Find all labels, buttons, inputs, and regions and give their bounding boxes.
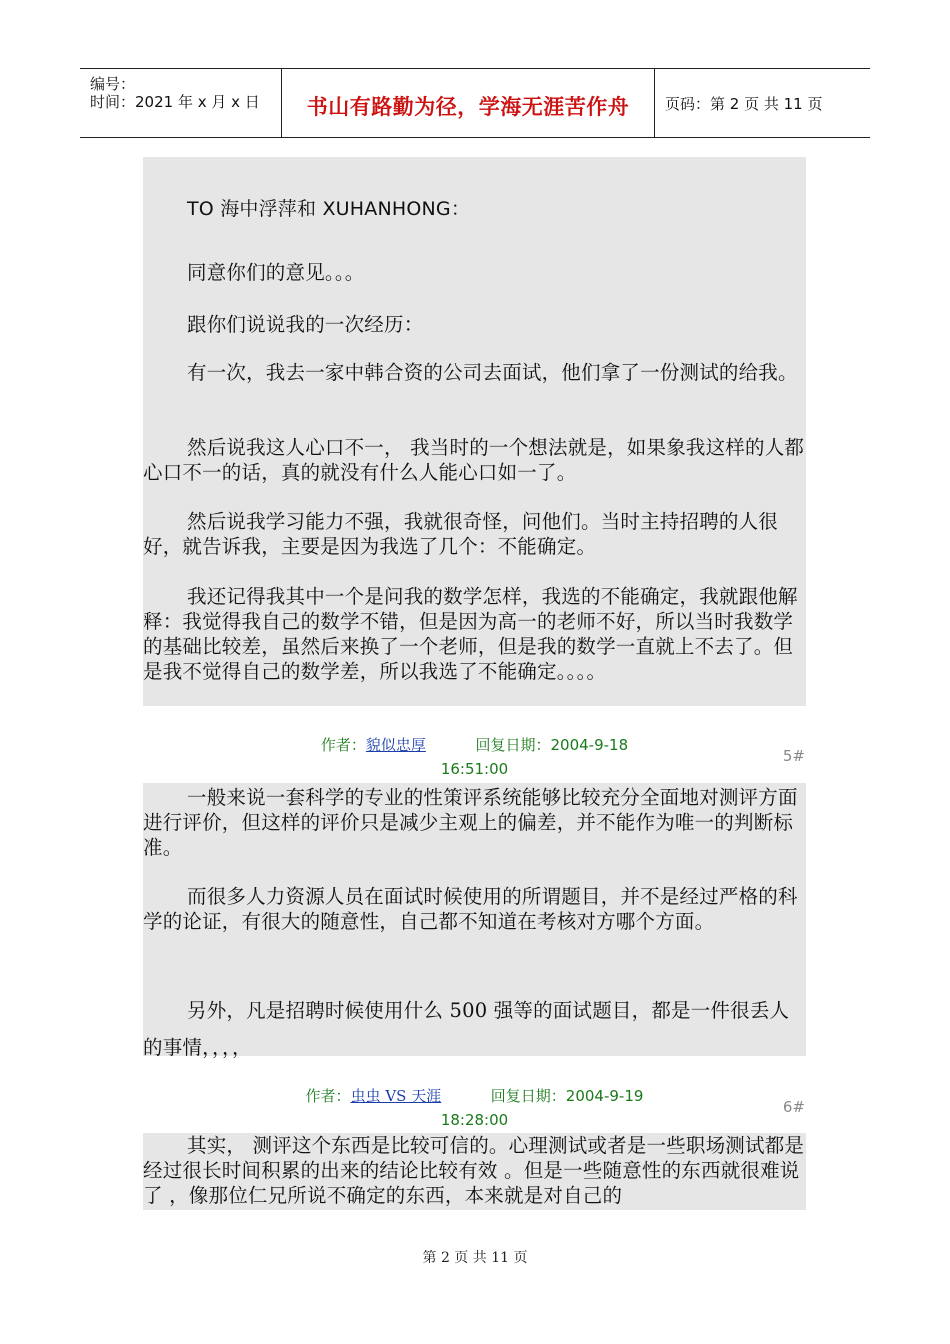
reply-meta [143, 733, 806, 781]
post-greeting: TO 海中浮萍和 XUHANHONG： [187, 198, 471, 220]
author-label: 作者： [320, 736, 366, 754]
paragraph: 而很多人力资源人员在面试时候使用的所谓题目，并不是经过严格的科学的论证，有很大的随意性，自己都不知道在考核对方哪个方面。 [143, 885, 798, 933]
author-label: 作者： [305, 1087, 351, 1105]
paragraph: 有一次，我去一家中韩合资的公司去面试，他们拿了一份测试的给我。 [187, 361, 798, 384]
header-motto-cell [282, 69, 655, 137]
paragraph: 其实， 测评这个东西是比较可信的。心理测试或者是一些职场测试都是经过很长时间积累的出来的结论比较有效 。但是一些随意性的东西就很难说了 ，像那位仁兄所说不确定的东西，本来就是对自己的 [143, 1134, 805, 1207]
page-info: 页码：第 2 页 共 11 页 [665, 95, 823, 113]
reply-time: 18:28:00 [440, 1111, 509, 1129]
paragraph: 同意你们的意见。。。 [187, 261, 365, 284]
reply-block [143, 783, 806, 1059]
floor-number: 6# [782, 1098, 805, 1116]
paragraph: 一般来说一套科学的专业的性策评系统能够比较充分全面地对测评方面进行评价，但这样的评价只是减少主观上的偏差，并不能作为唯一的判断标准。 [143, 786, 798, 859]
date-label: 回复日期： [475, 736, 551, 754]
code-label: 编号： [90, 75, 136, 93]
page-footer: 第 2 页 共 11 页 [422, 1250, 528, 1266]
reply-meta [143, 1084, 806, 1132]
reply-date: 2004-9-18 [550, 736, 629, 754]
paragraph: 另外，凡是招聘时候使用什么 500 强等的面试题目，都是一件很丢人的事情，，，， [143, 999, 790, 1059]
floor-number: 5# [782, 747, 805, 765]
paragraph: 然后说我学习能力不强，我就很奇怪，问他们。当时主持招聘的人很好，就告诉我，主要是因为我选了几个：不能确定。 [143, 510, 779, 558]
post-block [143, 157, 806, 706]
reply-block [143, 1133, 806, 1210]
paragraph: 我还记得我其中一个是问我的数学怎样，我选的不能确定，我就跟他解释：我觉得我自己的数学不错，但是因为高一的老师不好，所以当时我数学的基础比较差，虽然后来换了一个老师，但是我的数学一直就上不去了。但是我不觉得自己的数学差，所以我选了不能确定。。。。 [143, 585, 798, 683]
reply-date: 2004-9-19 [565, 1087, 644, 1105]
author-link[interactable]: 虫虫 VS 天涯 [350, 1087, 442, 1105]
paragraph: 然后说我这人心口不一， 我当时的一个想法就是，如果象我这样的人都心口不一的话，真的就没有什么人能心口如一了。 [143, 436, 805, 484]
motto: 书山有路勤为径，学海无涯苦作舟 [306, 95, 630, 119]
page-header [80, 68, 870, 138]
time-label: 时间：2021 年 x 月 x 日 [90, 93, 260, 111]
author-link[interactable]: 貌似忠厚 [365, 736, 426, 754]
header-meta-cell [80, 69, 282, 137]
date-label: 回复日期： [490, 1087, 566, 1105]
reply-time: 16:51:00 [440, 760, 509, 778]
paragraph: 跟你们说说我的一次经历： [187, 313, 424, 336]
